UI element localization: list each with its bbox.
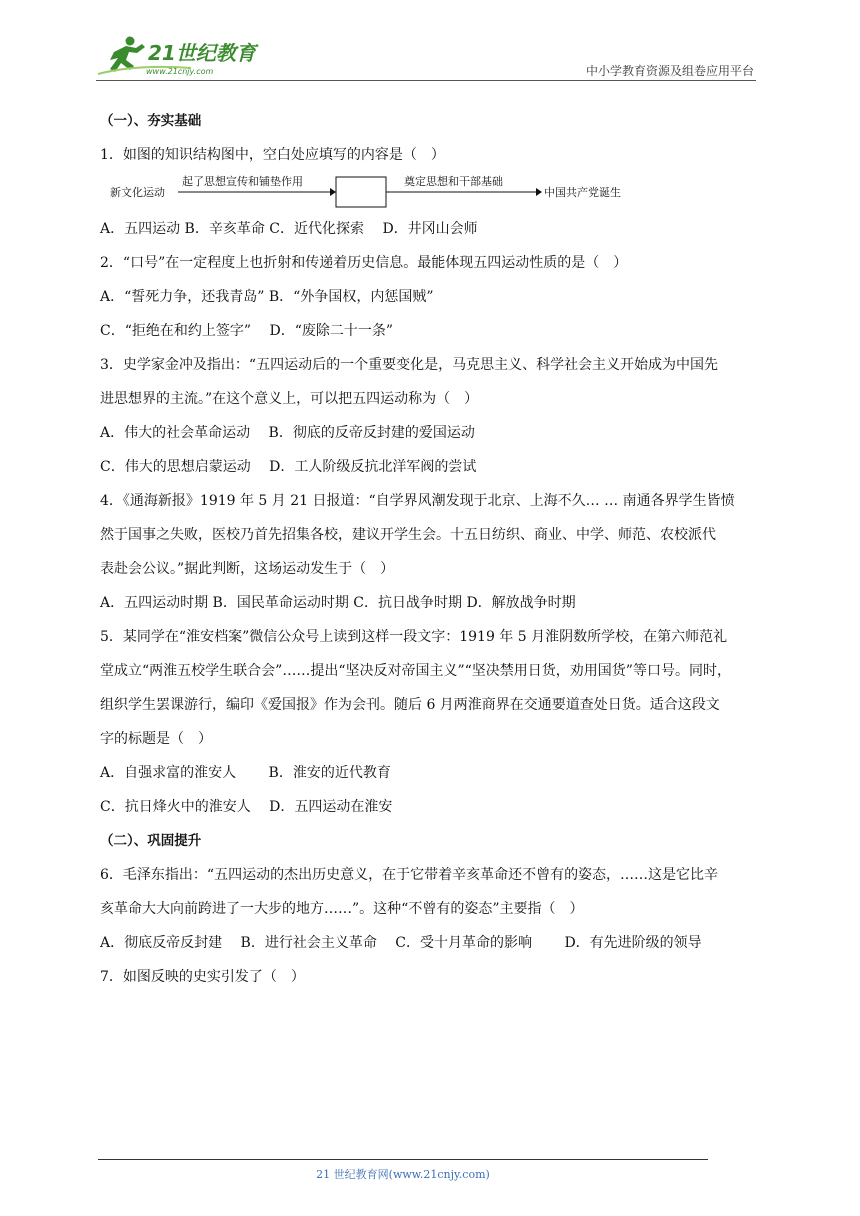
worksheet-content [100,104,760,994]
footer-divider [98,1159,708,1160]
question-5-line-4: 字的标题是（ ） [100,731,212,747]
diagram-start: 新文化运动 [110,186,165,199]
diagram-arrowhead-2 [536,188,542,196]
question-2-stem: 2．“口号”在一定程度上也折射和传递着历史信息。最能体现五四运动性质的是（ ） [100,255,628,271]
diagram-arrow-1-label: 起了思想宣传和铺垫作用 [182,175,303,188]
diagram-arrowhead-1 [330,188,336,196]
question-2-options-ab: A．“誓死力争，还我青岛” B．“外争国权，内惩国贼” [100,289,434,305]
header-divider [96,80,756,81]
question-6-options: A．彻底反帝反封建 B．进行社会主义革命 C．受十月革命的影响 D．有先进阶级的领导 [100,935,702,951]
section-title-1: （一）、夯实基础 [100,113,202,129]
question-6-line-1: 6．毛泽东指出：“五四运动的杰出历史意义，在于它带着辛亥革命还不曾有的姿态，……这是它比辛 [100,867,719,883]
question-4-line-1: 4．《通海新报》1919 年 5 月 21 日报道：“自学界风潮发现于北京、上海不久… … 南通各界学生皆愤 [100,493,735,509]
question-5-options-ab: A．自强求富的淮安人 B．淮安的近代教育 [100,765,391,781]
knowledge-structure-diagram [100,172,760,212]
question-5-line-3: 组织学生罢课游行，编印《爱国报》作为会刊。随后 6 月两淮商界在交通要道查处日货。适合这段文 [100,697,720,713]
diagram-svg [106,172,646,212]
question-7-stem: 7．如图反映的史实引发了（ ） [100,969,305,985]
platform-name: 中小学教育资源及组卷应用平台 [585,64,754,78]
footer-source: 21 世纪教育网(www.21cnjy.com) [316,1168,490,1181]
question-3-options-cd: C．伟大的思想启蒙运动 D．工人阶级反抗北洋军阀的尝试 [100,459,477,475]
section-title-2: （二）、巩固提升 [100,833,202,849]
question-4-options: A．五四运动时期 B．国民革命运动时期 C．抗日战争时期 D．解放战争时期 [100,595,576,611]
question-2-options-cd: C．“拒绝在和约上签字” D．“废除二十一条” [100,323,394,339]
svg-text:21世纪教育: 21世纪教育 [148,41,256,65]
question-4-line-3: 表赴会公议。”据此判断，这场运动发生于（ ） [100,561,395,577]
question-3-line-1: 3．史学家金冲及指出：“五四运动后的一个重要变化是，马克思主义、科学社会主义开始成为中国先 [100,357,719,373]
page-header [96,34,756,80]
question-3-line-2: 进思想界的主流。”在这个意义上，可以把五四运动称为（ ） [100,391,479,407]
diagram-blank-box [336,177,386,207]
question-5-line-2: 堂成立“两淮五校学生联合会”……提出“坚决反对帝国主义”“坚决禁用日货，劝用国货”等口号。同时， [100,663,731,679]
question-1-options: A．五四运动 B．辛亥革命 C．近代化探索 D．井冈山会师 [100,221,478,237]
question-3-options-ab: A．伟大的社会革命运动 B．彻底的反帝反封建的爱国运动 [100,425,475,441]
question-5-options-cd: C．抗日烽火中的淮安人 D．五四运动在淮安 [100,799,393,815]
question-1-stem: 1．如图的知识结构图中，空白处应填写的内容是（ ） [100,147,445,163]
question-6-line-2: 亥革命大大向前跨进了一大步的地方……”。这种“不曾有的姿态”主要指（ ） [100,901,584,917]
site-logo [96,34,286,78]
question-5-line-1: 5．某同学在“淮安档案”微信公众号上读到这样一段文字：1919 年 5 月淮阴数所学校，在第六师范礼 [100,629,728,645]
diagram-end: 中国共产党诞生 [544,186,621,199]
question-4-line-2: 然于国事之失败，医校乃首先招集各校，建议开学生会。十五日纺织、商业、中学、师范、农校派代 [100,527,716,543]
diagram-arrow-2-label: 奠定思想和干部基础 [404,175,503,188]
svg-text:www.21cnjy.com: www.21cnjy.com [146,67,214,76]
